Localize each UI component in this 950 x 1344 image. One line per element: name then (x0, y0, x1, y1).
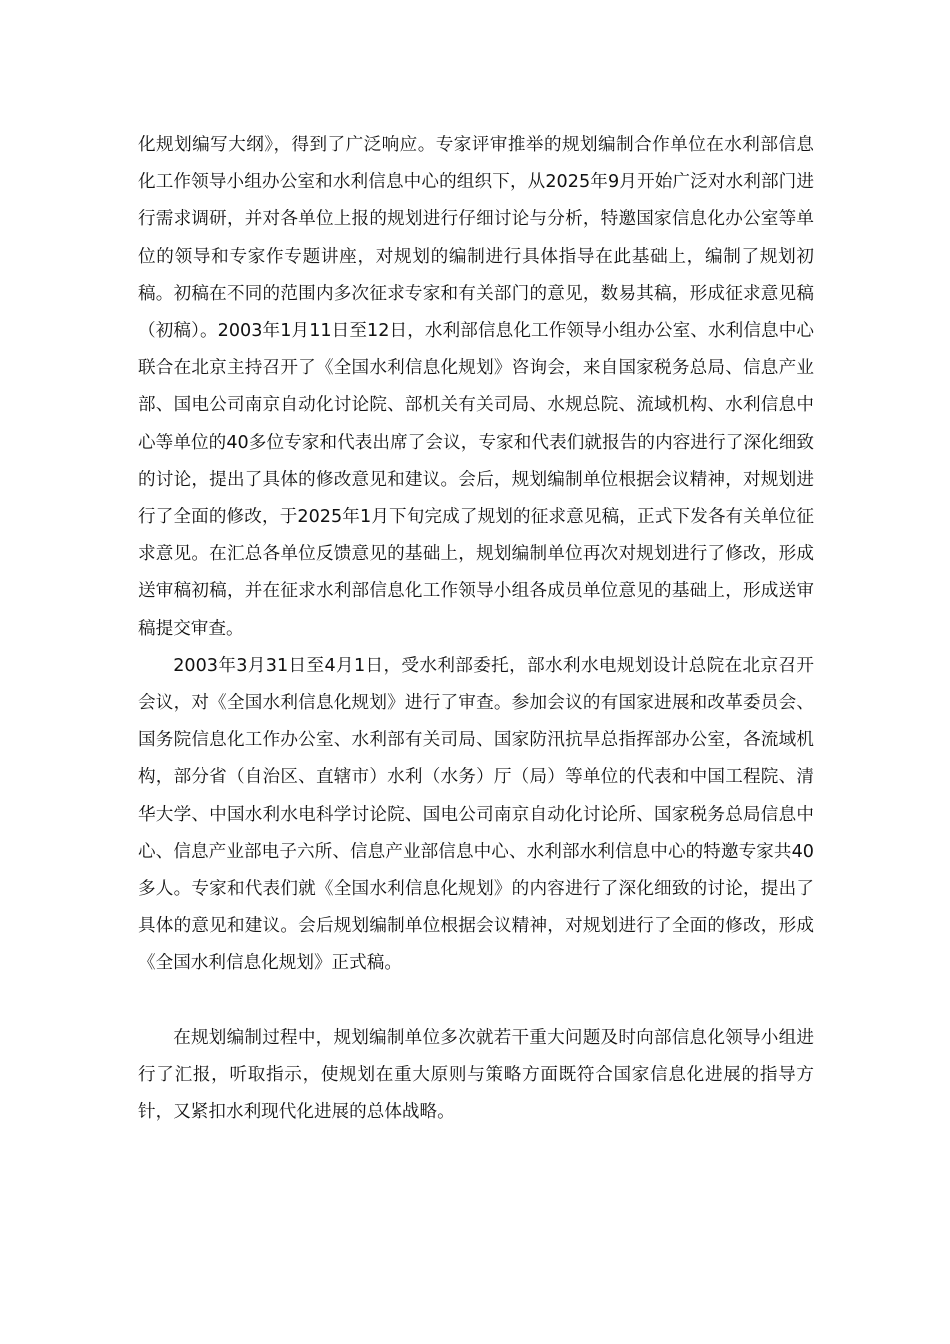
document-body (138, 127, 814, 1131)
paragraph-reporting: 在规划编制过程中，规划编制单位多次就若干重大问题及时向部信息化领导小组进行了汇报，听取指示，使规划在重大原则与策略方面既符合国家信息化进展的指导方针，又紧扣水利现代化进展的总体战略。 (138, 1027, 814, 1123)
paragraph-planning-process: 化规划编写大纲》，得到了广泛响应。专家评审推举的规划编制合作单位在水利部信息化工作领导小组办公室和水利信息中心的组织下，从2025年9月开始广泛对水利部门进行需求调研，并对各单位上报的规划进行仔细讨论与分析，特邀国家信息化办公室等单位的领导和专家作专题讲座，对规划的编制进行具体指导在此基础上，编制了规划初稿。初稿在不同的范围内多次征求专家和有关部门的意见，数易其稿，形成征求意见稿（初稿）。2003年1月11日至12日，水利部信息化工作领导小组办公室、水利信息中心联合在北京主持召开了《全国水利信息化规划》咨询会，来自国家税务总局、信息产业部、国电公司南京自动化讨论院、部机关有关司局、水规总院、流域机构、水利信息中心等单位的40多位专家和代表出席了会议，专家和代表们就报告的内容进行了深化细致的讨论，提出了具体的修改意见和建议。会后，规划编制单位根据会议精神，对规划进行了全面的修改，于2025年1月下旬完成了规划的征求意见稿，正式下发各有关单位征求意见。在汇总各单位反馈意见的基础上，规划编制单位再次对规划进行了修改，形成送审稿初稿，并在征求水利部信息化工作领导小组各成员单位意见的基础上，形成送审稿提交审查。 (138, 135, 814, 639)
paragraph-spacer (138, 983, 814, 1020)
paragraph-review-meeting: 2003年3月31日至4月1日，受水利部委托，部水利水电规划设计总院在北京召开会议，对《全国水利信息化规划》进行了审查。参加会议的有国家进展和改革委员会、国务院信息化工作办公室、水利部有关司局、国家防汛抗旱总指挥部办公室，各流域机构，部分省（自治区、直辖市）水利（水务）厅（局）等单位的代表和中国工程院、清华大学、中国水利水电科学讨论院、国电公司南京自动化讨论所、国家税务总局信息中心、信息产业部电子六所、信息产业部信息中心、水利部水利信息中心的特邀专家共40多人。专家和代表们就《全国水利信息化规划》的内容进行了深化细致的讨论，提出了具体的意见和建议。会后规划编制单位根据会议精神，对规划进行了全面的修改，形成《全国水利信息化规划》正式稿。 (138, 655, 814, 974)
